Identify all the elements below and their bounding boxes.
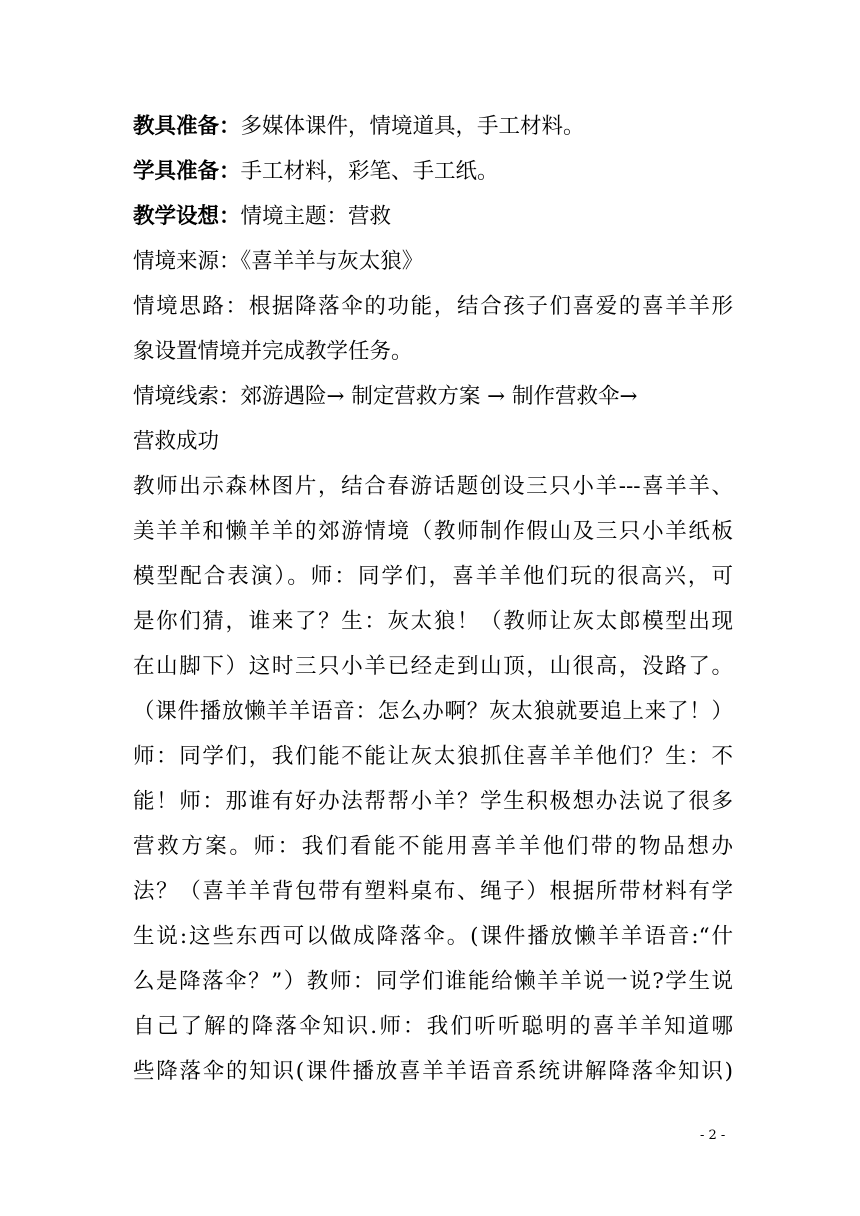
body-line-7: 师：同学们，我们能不能让灰太狼抓住喜羊羊他们？生：不 [133, 744, 733, 769]
body-line-6: （课件播放懒羊羊语音：怎么办啊？灰太狼就要追上来了！） [133, 699, 733, 724]
teaching-aids-label: 教具准备： [133, 114, 241, 139]
teaching-idea-label: 教学设想： [133, 204, 241, 229]
teaching-aids-text: 多媒体课件，情境道具，手工材料。 [240, 114, 585, 139]
scenario-idea-line-1: 情境思路：根据降落伞的功能，结合孩子们喜爱的喜羊羊形 [133, 294, 733, 319]
scenario-clue-line-1: 情境线索：郊游遇险→ 制定营救方案 → 制作营救伞→ [133, 384, 638, 409]
body-line-5: 在山脚下）这时三只小羊已经走到山顶，山很高，没路了。 [133, 654, 733, 679]
scenario-clue-line-2: 营救成功 [133, 429, 220, 454]
body-line-9: 营救方案。师：我们看能不能用喜羊羊他们带的物品想办 [133, 834, 733, 859]
body-line-2: 美羊羊和懒羊羊的郊游情境（教师制作假山及三只小羊纸板 [133, 519, 733, 544]
student-tools-line [133, 157, 733, 187]
scenario-idea-line-2: 象设置情境并完成教学任务。 [133, 339, 413, 364]
teaching-aids-line [133, 112, 733, 142]
body-line-3: 模型配合表演）。师：同学们，喜羊羊他们玩的很高兴，可 [133, 564, 733, 589]
teaching-idea-text: 情境主题：营救 [240, 204, 392, 229]
body-line-8: 能！师：那谁有好办法帮帮小羊？学生积极想办法说了很多 [133, 789, 733, 814]
body-line-12: 么是降落伞？”）教师：同学们谁能给懒羊羊说一说?学生说 [133, 969, 733, 994]
body-line-13: 自己了解的降落伞知识.师：我们听听聪明的喜羊羊知道哪 [133, 1014, 733, 1039]
student-tools-label: 学具准备： [133, 159, 241, 184]
teaching-idea-line [133, 202, 733, 232]
body-line-14: 些降落伞的知识(课件播放喜羊羊语音系统讲解降落伞知识) [133, 1059, 733, 1084]
scenario-source-line: 情境来源：《喜羊羊与灰太狼》 [133, 249, 424, 274]
body-line-11: 生说:这些东西可以做成降落伞。(课件播放懒羊羊语音:“什 [133, 924, 733, 949]
page-number: - 2 - [700, 1128, 726, 1143]
student-tools-text: 手工材料，彩笔、手工纸。 [240, 159, 499, 184]
body-line-1: 教师出示森林图片，结合春游话题创设三只小羊---喜羊羊、 [133, 474, 733, 499]
body-line-4: 是你们猜，谁来了？生：灰太狼！（教师让灰太郎模型出现 [133, 609, 733, 634]
body-line-10: 法？（喜羊羊背包带有塑料桌布、绳子）根据所带材料有学 [133, 879, 733, 904]
